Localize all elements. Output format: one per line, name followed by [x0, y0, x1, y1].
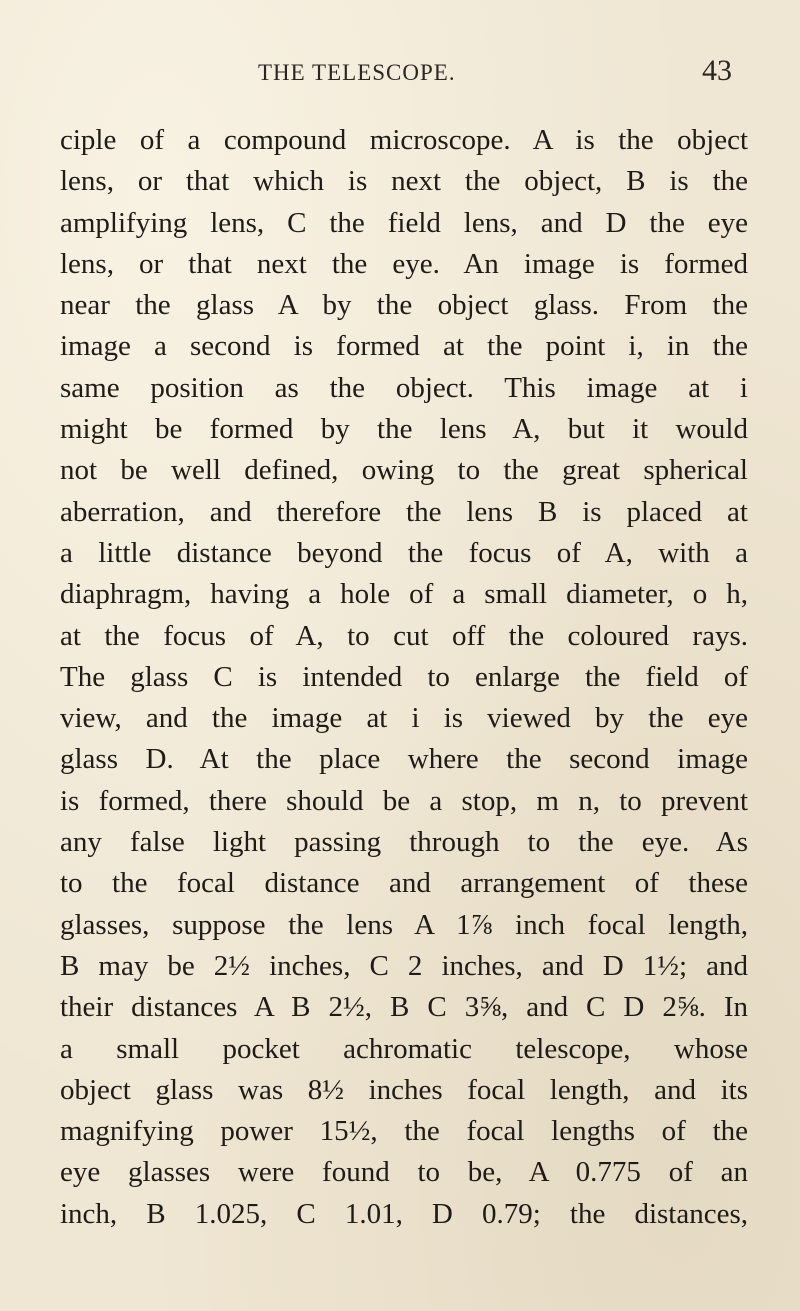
- text-line: a little distance beyond the focus of A, with a: [60, 536, 748, 569]
- text-line: view, and the image at i is viewed by the eye: [60, 702, 748, 735]
- running-head: THE TELESCOPE.: [258, 60, 456, 85]
- text-line: at the focus of A, to cut off the coloured rays.: [60, 619, 748, 652]
- page-header: [0, 54, 800, 98]
- text-line: magnifying power 15½, the focal lengths of the: [60, 1115, 748, 1148]
- text-line: glasses, suppose the lens A 1⅞ inch focal length,: [60, 908, 748, 941]
- body-paragraph: [60, 120, 748, 1235]
- text-line: eye glasses were found to be, A 0.775 of an: [60, 1156, 748, 1189]
- text-line: their distances A B 2½, B C 3⅝, and C D 2⅝. In: [60, 991, 748, 1024]
- text-line: B may be 2½ inches, C 2 inches, and D 1½; and: [60, 949, 748, 982]
- text-line: near the glass A by the object glass. From the: [60, 289, 748, 322]
- text-line: inch, B 1.025, C 1.01, D 0.79; the distances,: [60, 1197, 748, 1230]
- text-line: not be well defined, owing to the great spherical: [60, 454, 748, 487]
- text-line: object glass was 8½ inches focal length, and its: [60, 1073, 748, 1106]
- text-line: is formed, there should be a stop, m n, to prevent: [60, 784, 748, 817]
- text-line: The glass C is intended to enlarge the field of: [60, 660, 748, 693]
- text-line: glass D. At the place where the second image: [60, 743, 748, 776]
- text-line: ciple of a compound microscope. A is the object: [60, 124, 748, 156]
- text-line: lens, or that next the eye. An image is formed: [60, 247, 748, 280]
- text-line: lens, or that which is next the object, B is the: [60, 165, 748, 198]
- text-line: might be formed by the lens A, but it would: [60, 413, 748, 446]
- page-number: 43: [702, 54, 732, 87]
- text-line: same position as the object. This image at i: [60, 371, 748, 404]
- text-line: a small pocket achromatic telescope, whose: [60, 1032, 748, 1065]
- text-line: any false light passing through to the eye. As: [60, 826, 748, 859]
- text-line: aberration, and therefore the lens B is placed at: [60, 495, 748, 528]
- text-line: diaphragm, having a hole of a small diameter, o h,: [60, 578, 748, 611]
- text-line: image a second is formed at the point i, in the: [60, 330, 748, 363]
- text-line: amplifying lens, C the field lens, and D the eye: [60, 206, 748, 239]
- text-line: to the focal distance and arrangement of these: [60, 867, 748, 900]
